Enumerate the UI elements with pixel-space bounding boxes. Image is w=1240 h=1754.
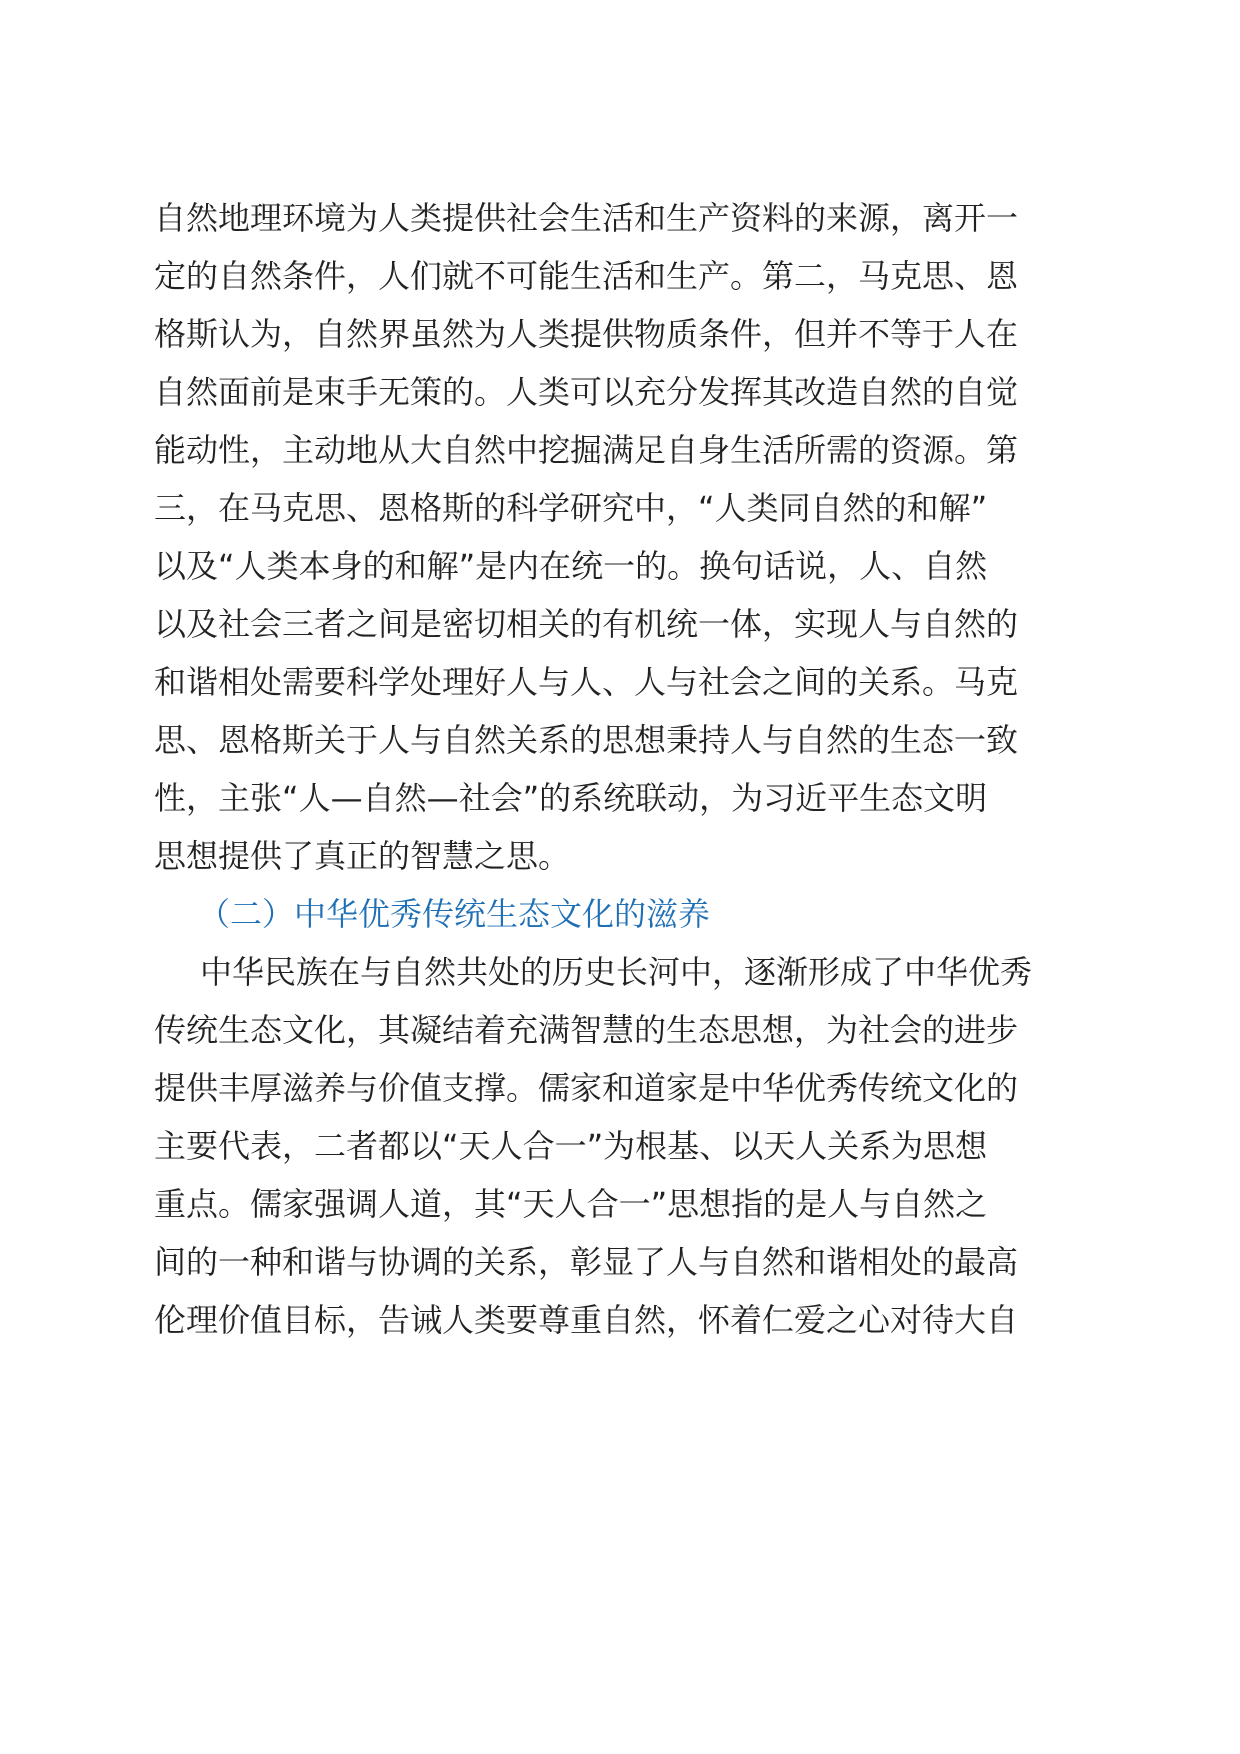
paragraph-line: 传统生态文化，其凝结着充满智慧的生态思想，为社会的进步 bbox=[154, 1011, 1019, 1049]
paragraph-line: 性，主张“人—自然—社会”的系统联动，为习近平生态文明 bbox=[154, 779, 988, 817]
paragraph-line: 伦理价值目标，告诫人类要尊重自然，怀着仁爱之心对待大自 bbox=[154, 1301, 1019, 1339]
paragraph-line: 定的自然条件，人们就不可能生活和生产。第二，马克思、恩 bbox=[154, 257, 1019, 295]
paragraph-line: 间的一种和谐与协调的关系，彰显了人与自然和谐相处的最高 bbox=[154, 1243, 1019, 1281]
paragraph-line: 能动性，主动地从大自然中挖掘满足自身生活所需的资源。第 bbox=[154, 431, 1019, 469]
paragraph-line: 思想提供了真正的智慧之思。 bbox=[154, 837, 571, 875]
paragraph-line: 主要代表，二者都以“天人合一”为根基、以天人关系为思想 bbox=[154, 1127, 988, 1165]
paragraph-line: 以及社会三者之间是密切相关的有机统一体，实现人与自然的 bbox=[154, 605, 1019, 643]
paragraph-line: 格斯认为，自然界虽然为人类提供物质条件，但并不等于人在 bbox=[154, 315, 1019, 353]
paragraph-line: 提供丰厚滋养与价值支撑。儒家和道家是中华优秀传统文化的 bbox=[154, 1069, 1019, 1107]
paragraph-line: 三，在马克思、恩格斯的科学研究中，“人类同自然的和解” bbox=[154, 489, 988, 527]
paragraph-line: 自然面前是束手无策的。人类可以充分发挥其改造自然的自觉 bbox=[154, 373, 1019, 411]
paragraph-line: 中华民族在与自然共处的历史长河中，逐渐形成了中华优秀 bbox=[200, 953, 1033, 991]
paragraph-line: 自然地理环境为人类提供社会生活和生产资料的来源，离开一 bbox=[154, 199, 1019, 237]
paragraph-line: 思、恩格斯关于人与自然关系的思想秉持人与自然的生态一致 bbox=[154, 721, 1019, 759]
paragraph-line: 和谐相处需要科学处理好人与人、人与社会之间的关系。马克 bbox=[154, 663, 1019, 701]
section-heading: （二）中华优秀传统生态文化的滋养 bbox=[198, 895, 711, 933]
paragraph-line: 重点。儒家强调人道，其“天人合一”思想指的是人与自然之 bbox=[154, 1185, 988, 1223]
paragraph-line: 以及“人类本身的和解”是内在统一的。换句话说，人、自然 bbox=[154, 547, 988, 585]
